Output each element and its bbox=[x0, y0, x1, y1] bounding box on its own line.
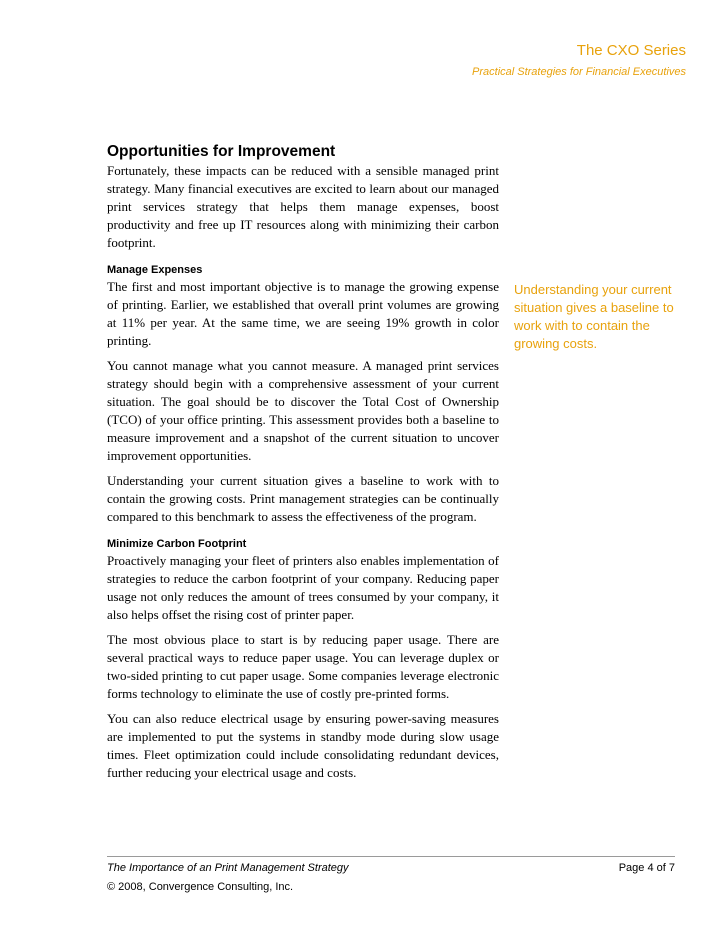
footer-divider bbox=[107, 856, 675, 857]
carbon-heading: Minimize Carbon Footprint bbox=[107, 538, 247, 550]
intro-paragraph: Fortunately, these impacts can be reduced with a sensible managed print strategy. Many financial executives are excited to learn about our managed print services strategy that helps them manage expenses, boost productivity and free up IT resources along with minimizing their carbon footprint. bbox=[107, 163, 499, 250]
series-title: The CXO Series bbox=[576, 42, 686, 59]
manage-expenses-paragraph-3: Understanding your current situation gives a baseline to work with to contain the growing costs. Print management strategies can be continually compared to this benchmark to assess the effectiveness of the program. bbox=[107, 473, 499, 524]
main-content bbox=[107, 142, 499, 789]
sidebar-pull-quote: Understanding your current situation gives a baseline to work with to contain the growing costs. bbox=[514, 282, 674, 351]
carbon-paragraph-2: The most obvious place to start is by reducing paper usage. There are several practical ways to reduce paper usage. You can leverage duplex or two-sided printing to cut paper usage. Some companies leverage electronic forms technology to eliminate the use of costly pre-printed forms. bbox=[107, 632, 499, 701]
manage-expenses-paragraph-1: The first and most important objective is to manage the growing expense of printing. Earlier, we established that overall print volumes are growing at 11% per year. At the same time, we are seeing 19% growth in color printing. bbox=[107, 279, 499, 348]
carbon-paragraph-1: Proactively managing your fleet of printers also enables implementation of strategies to reduce the carbon footprint of your company. Reducing paper usage not only reduces the amount of trees consumed by your company, it also helps offset the rising cost of printer paper. bbox=[107, 553, 499, 622]
series-subtitle: Practical Strategies for Financial Executives bbox=[472, 66, 686, 78]
footer-page-number: Page 4 of 7 bbox=[618, 862, 675, 874]
manage-expenses-heading: Manage Expenses bbox=[107, 264, 203, 276]
section-title: Opportunities for Improvement bbox=[107, 143, 336, 160]
manage-expenses-paragraph-2: You cannot manage what you cannot measure. A managed print services strategy should begin with a comprehensive assessment of your current situation. The goal should be to discover the Total Cost of Ownership (TCO) of your office printing. This assessment provides both a baseline to measure improvement and a snapshot of the current situation to uncover improvement opportunities. bbox=[107, 358, 499, 463]
footer-copyright: © 2008, Convergence Consulting, Inc. bbox=[107, 881, 294, 893]
footer-document-title: The Importance of an Print Management Strategy bbox=[107, 862, 349, 874]
carbon-paragraph-3: You can also reduce electrical usage by ensuring power-saving measures are implemented to put the systems in standby mode during slow usage times. Fleet optimization could include consolidating redundant devices, further reducing your electrical usage and costs. bbox=[107, 711, 499, 780]
